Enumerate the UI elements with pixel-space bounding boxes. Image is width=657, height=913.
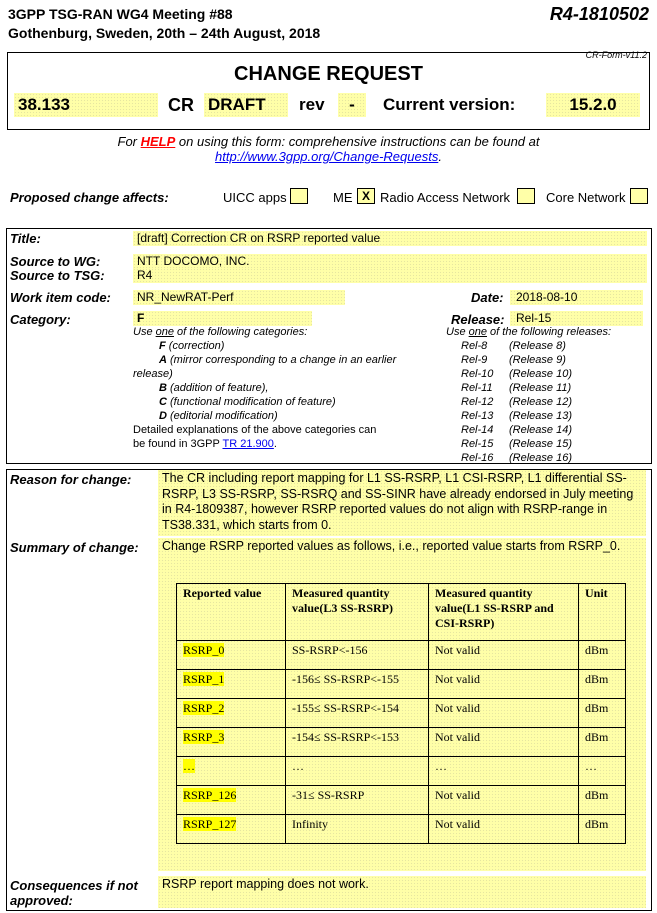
table-cell: dBm — [579, 815, 626, 844]
table-cell: RSRP_1 — [177, 670, 286, 699]
release-item: Rel-16 (Release 16) — [461, 452, 572, 464]
me-checkbox[interactable]: X — [357, 188, 375, 204]
release-item: Rel-14 (Release 14) — [461, 424, 572, 436]
header-reported-value: Reported value — [177, 584, 286, 641]
table-cell: RSRP_3 — [177, 728, 286, 757]
consequences-field[interactable]: RSRP report mapping does not work. — [158, 876, 646, 908]
table-cell: -155≤ SS-RSRP<-154 — [286, 699, 429, 728]
help-url-suffix: . — [438, 149, 442, 164]
table-cell: dBm — [579, 786, 626, 815]
rsrp-table — [176, 583, 626, 844]
uicc-label: UICC apps — [223, 190, 287, 205]
header-l1: Measured quantity value(L1 SS-RSRP and CSI-RSRP) — [429, 584, 579, 641]
work-item-field[interactable]: NR_NewRAT-Perf — [133, 290, 345, 305]
table-row — [177, 670, 626, 699]
date-label: Date: — [471, 290, 504, 305]
release-item: Rel-11 (Release 11) — [461, 382, 572, 394]
category-help — [133, 325, 396, 451]
category-item: A (mirror corresponding to a change in an earlier — [159, 354, 397, 366]
current-version-value[interactable]: 15.2.0 — [546, 93, 640, 117]
table-cell: … — [429, 757, 579, 786]
table-row — [177, 786, 626, 815]
help-prefix: For — [117, 134, 141, 149]
table-cell: dBm — [579, 641, 626, 670]
table-cell: RSRP_2 — [177, 699, 286, 728]
table-header-row — [177, 584, 626, 641]
table-cell: dBm — [579, 728, 626, 757]
table-cell: -154≤ SS-RSRP<-153 — [286, 728, 429, 757]
document-number: R4-1810502 — [549, 4, 649, 24]
reason-label: Reason for change: — [10, 472, 132, 487]
table-cell: dBm — [579, 670, 626, 699]
table-row — [177, 728, 626, 757]
release-help — [446, 325, 611, 465]
category-item: B (addition of feature), — [159, 382, 269, 394]
release-item: Rel-13 (Release 13) — [461, 410, 572, 422]
help-url-line — [0, 149, 657, 164]
table-cell: Not valid — [429, 699, 579, 728]
table-cell: RSRP_127 — [177, 815, 286, 844]
release-item: Rel-8 (Release 8) — [461, 340, 566, 352]
table-cell: Not valid — [429, 728, 579, 757]
table-row — [177, 641, 626, 670]
release-intro: Use one of the following releases: — [446, 326, 612, 338]
source-tsg-field[interactable]: R4 — [133, 268, 647, 283]
release-item: Rel-10 (Release 10) — [461, 368, 572, 380]
source-wg-field[interactable]: NTT DOCOMO, INC. — [133, 254, 647, 269]
title-field[interactable]: [draft] Correction CR on RSRP reported value — [133, 231, 647, 246]
ran-label: Radio Access Network — [380, 190, 511, 205]
summary-text: Change RSRP reported values as follows, i.e., reported value starts from RSRP_0. — [162, 539, 621, 553]
title-label: Title: — [10, 231, 41, 246]
table-cell: RSRP_0 — [177, 641, 286, 670]
header-l3: Measured quantity value(L3 SS-RSRP) — [286, 584, 429, 641]
table-cell: -31≤ SS-RSRP — [286, 786, 429, 815]
change-request-heading: CHANGE REQUEST — [234, 63, 423, 85]
table-cell: Not valid — [429, 670, 579, 699]
release-label: Release: — [451, 312, 505, 327]
release-item: Rel-9 (Release 9) — [461, 354, 566, 366]
source-tsg-label: Source to TSG: — [10, 268, 105, 283]
table-cell: dBm — [579, 699, 626, 728]
cr-number[interactable]: DRAFT — [204, 93, 288, 117]
release-item: Rel-12 (Release 12) — [461, 396, 572, 408]
table-cell: SS-RSRP<-156 — [286, 641, 429, 670]
source-wg-label: Source to WG: — [10, 254, 101, 269]
table-cell: … — [286, 757, 429, 786]
help-link[interactable]: HELP — [140, 134, 176, 149]
work-item-label: Work item code: — [10, 290, 111, 305]
category-intro: Use one of the following categories: — [133, 326, 308, 338]
category-item: release) — [133, 368, 173, 380]
cn-label: Core Network — [546, 190, 626, 205]
meeting-title: 3GPP TSG-RAN WG4 Meeting #88 — [8, 6, 233, 22]
category-item: C (functional modification of feature) — [159, 396, 336, 408]
ran-checkbox[interactable] — [517, 188, 535, 204]
category-item: F (correction) — [159, 340, 225, 352]
table-row — [177, 699, 626, 728]
rev-label: rev — [299, 95, 325, 114]
uicc-checkbox[interactable] — [290, 188, 308, 204]
spec-number[interactable]: 38.133 — [14, 93, 158, 117]
meeting-location: Gothenburg, Sweden, 20th – 24th August, 2018 — [8, 25, 321, 41]
me-label: ME — [333, 190, 353, 205]
category-explain-2: be found in 3GPP TR 21.900. — [133, 438, 277, 450]
table-row — [177, 815, 626, 844]
table-cell: -156≤ SS-RSRP<-155 — [286, 670, 429, 699]
consequences-label: Consequences if not approved: — [10, 878, 138, 908]
help-line — [0, 134, 657, 149]
table-cell: … — [579, 757, 626, 786]
release-field[interactable]: Rel-15 — [510, 311, 643, 326]
table-cell: Not valid — [429, 815, 579, 844]
summary-label: Summary of change: — [10, 540, 139, 555]
tr-21900-link[interactable]: TR 21.900 — [222, 438, 274, 450]
cr-label: CR — [168, 95, 194, 115]
category-item: D (editorial modification) — [159, 410, 278, 422]
current-version-label: Current version: — [383, 95, 516, 114]
category-field[interactable]: F — [133, 311, 312, 326]
table-cell: Infinity — [286, 815, 429, 844]
change-requests-link[interactable]: http://www.3gpp.org/Change-Requests — [215, 149, 439, 164]
rsrp-table-wrap — [176, 583, 626, 844]
category-explain-1: Detailed explanations of the above categories can — [133, 424, 377, 436]
reason-field[interactable]: The CR including report mapping for L1 SS-RSRP, L1 CSI-RSRP, L1 differential SS-RSRP, L3 SS-RSRP, SS-RSRQ and SS-SINR have already endorsed in July meeting in R4-1809387, however RSRP reported values do not align with RSRP-range in TS38.331, which starts from 0. — [158, 470, 646, 536]
rev-number[interactable]: - — [338, 93, 366, 117]
form-version: CR-Form-v11.2 — [585, 50, 647, 60]
date-field[interactable]: 2018-08-10 — [510, 290, 643, 305]
category-label: Category: — [10, 312, 71, 327]
table-row — [177, 757, 626, 786]
header-unit: Unit — [579, 584, 626, 641]
table-cell: RSRP_126 — [177, 786, 286, 815]
cn-checkbox[interactable] — [630, 188, 648, 204]
release-item: Rel-15 (Release 15) — [461, 438, 572, 450]
table-cell: Not valid — [429, 641, 579, 670]
affects-label: Proposed change affects: — [10, 190, 169, 205]
table-cell: … — [177, 757, 286, 786]
help-suffix: on using this form: comprehensive instructions can be found at — [175, 134, 540, 149]
table-cell: Not valid — [429, 786, 579, 815]
